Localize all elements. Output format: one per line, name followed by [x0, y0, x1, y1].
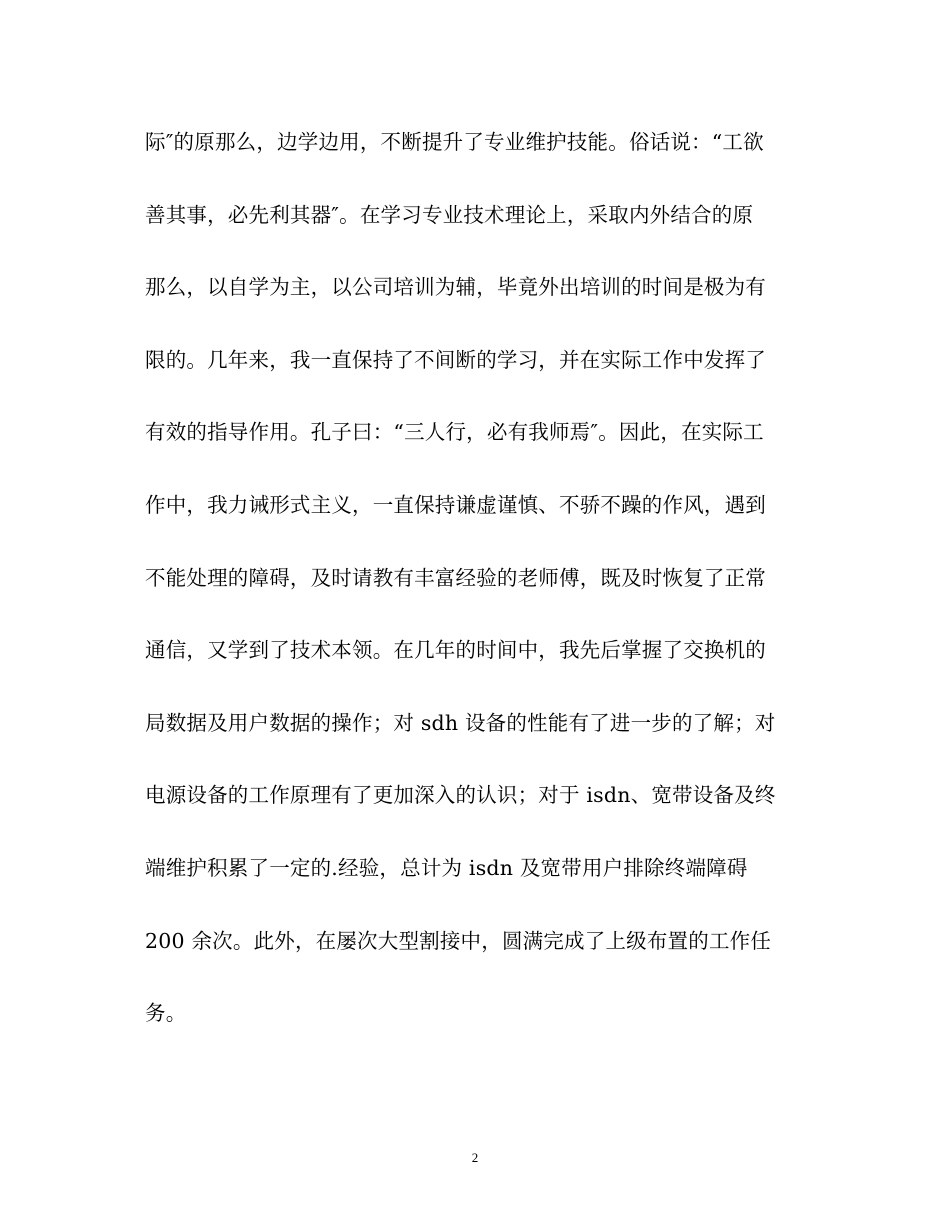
page-number: 2 — [471, 1150, 479, 1165]
body-paragraph — [145, 122, 815, 1066]
text-line: 局数据及用户数据的操作；对 sdh 设备的性能有了进一步的了解；对 — [145, 710, 776, 735]
text-line: 作中，我力诫形式主义，一直保持谦虚谨慎、不骄不躁的作风，遇到 — [145, 492, 766, 517]
text-line: 际″的原那么，边学边用，不断提升了专业维护技能。俗话说：“工欲 — [145, 130, 764, 154]
text-line: 电源设备的工作原理有了更加深入的认识；对于 isdn、宽带设备及终 — [145, 783, 776, 808]
text-line: 务。 — [145, 1001, 187, 1026]
text-line: 不能处理的障碍，及时请教有丰富经验的老师傅，既及时恢复了正常 — [145, 565, 766, 590]
text-line: 限的。几年来，我一直保持了不间断的学习，并在实际工作中发挥了 — [145, 347, 766, 372]
text-line: 200 余次。此外，在屡次大型割接中，圆满完成了上级布置的工作任 — [145, 928, 772, 953]
text-line: 那么，以自学为主，以公司培训为辅，毕竟外出培训的时间是极为有 — [145, 275, 766, 300]
text-line: 善其事，必先利其器″。在学习专业技术理论上，采取内外结合的原 — [145, 202, 754, 227]
text-line: 有效的指导作用。孔子曰：“三人行，必有我师焉″。因此，在实际工 — [145, 420, 764, 445]
text-line: 通信，又学到了技术本领。在几年的时间中，我先后掌握了交换机的 — [145, 638, 766, 663]
text-line: 端维护积累了一定的.经验，总计为 isdn 及宽带用户排除终端障碍 — [145, 855, 748, 880]
